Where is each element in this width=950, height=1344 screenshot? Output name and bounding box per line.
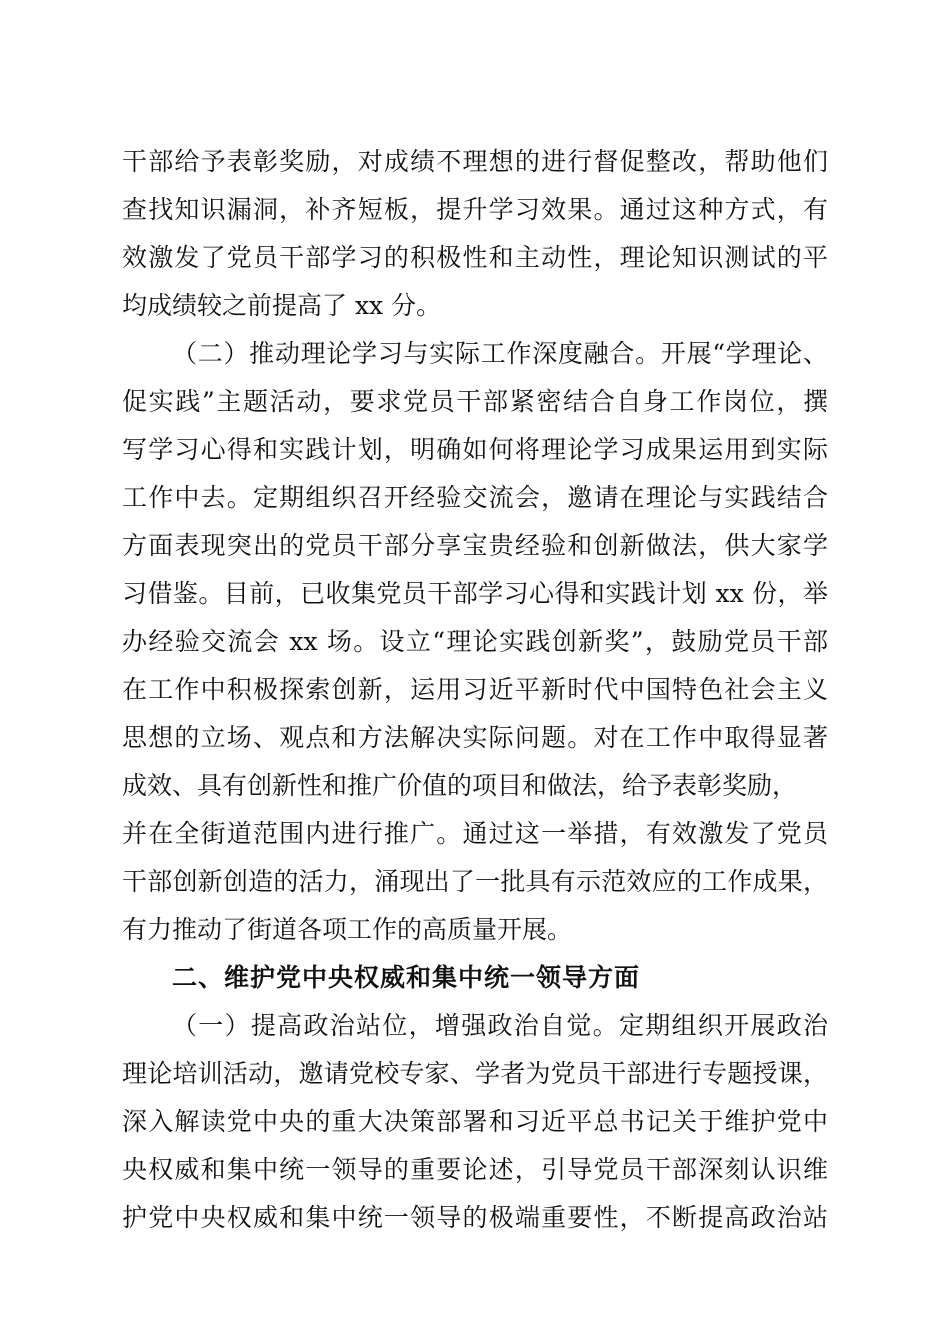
paragraph-3-line-3: 深入解读党中央的重大决策部署和习近平总书记关于维护党中 [122,1107,828,1136]
paragraph-2-line-8: 在工作中积极探索创新，运用习近平新时代中国特色社会主义 [122,675,828,704]
section-heading: 二、维护党中央权威和集中统一领导方面 [172,963,641,992]
paragraph-1-line-4: 均成绩较之前提高了 xx 分。 [122,291,442,320]
paragraph-2-line-2: 促实践”主题活动，要求党员干部紧密结合自身工作岗位，撰 [122,387,828,416]
paragraph-2-line-1: （二）推动理论学习与实际工作深度融合。开展“学理论、 [172,339,828,368]
paragraph-2-line-6: 习借鉴。目前，已收集党员干部学习心得和实践计划 xx 份，举 [122,579,828,608]
paragraph-2-line-13: 有力推动了街道各项工作的高质量开展。 [122,915,573,944]
paragraph-2-line-7: 办经验交流会 xx 场。设立“理论实践创新奖”，鼓励党员干部 [122,627,828,656]
paragraph-2-line-5: 方面表现突出的党员干部分享宝贵经验和创新做法，供大家学 [122,531,828,560]
paragraph-2-line-10: 成效、具有创新性和推广价值的项目和做法，给予表彰奖励， [122,771,798,800]
paragraph-2-line-11: 并在全街道范围内进行推广。通过这一举措，有效激发了党员 [122,819,828,848]
paragraph-2-line-9: 思想的立场、观点和方法解决实际问题。对在工作中取得显著 [122,723,828,752]
paragraph-3-line-2: 理论培训活动，邀请党校专家、学者为党员干部进行专题授课， [122,1059,828,1088]
paragraph-1-line-2: 查找知识漏洞，补齐短板，提升学习效果。通过这种方式，有 [122,195,828,224]
paragraph-1-line-3: 效激发了党员干部学习的积极性和主动性，理论知识测试的平 [122,243,828,272]
paragraph-2-line-12: 干部创新创造的活力，涌现出了一批具有示范效应的工作成果， [122,867,828,896]
paragraph-2-line-4: 工作中去。定期组织召开经验交流会，邀请在理论与实践结合 [122,483,828,512]
paragraph-3-line-1: （一）提高政治站位，增强政治自觉。定期组织开展政治 [172,1011,828,1040]
paragraph-3-line-4: 央权威和集中统一领导的重要论述，引导党员干部深刻认识维 [122,1155,828,1184]
paragraph-2-line-3: 写学习心得和实践计划，明确如何将理论学习成果运用到实际 [122,435,828,464]
paragraph-3-line-5: 护党中央权威和集中统一领导的极端重要性，不断提高政治站 [122,1203,828,1232]
paragraph-1-line-1: 干部给予表彰奖励，对成绩不理想的进行督促整改，帮助他们 [122,147,828,176]
